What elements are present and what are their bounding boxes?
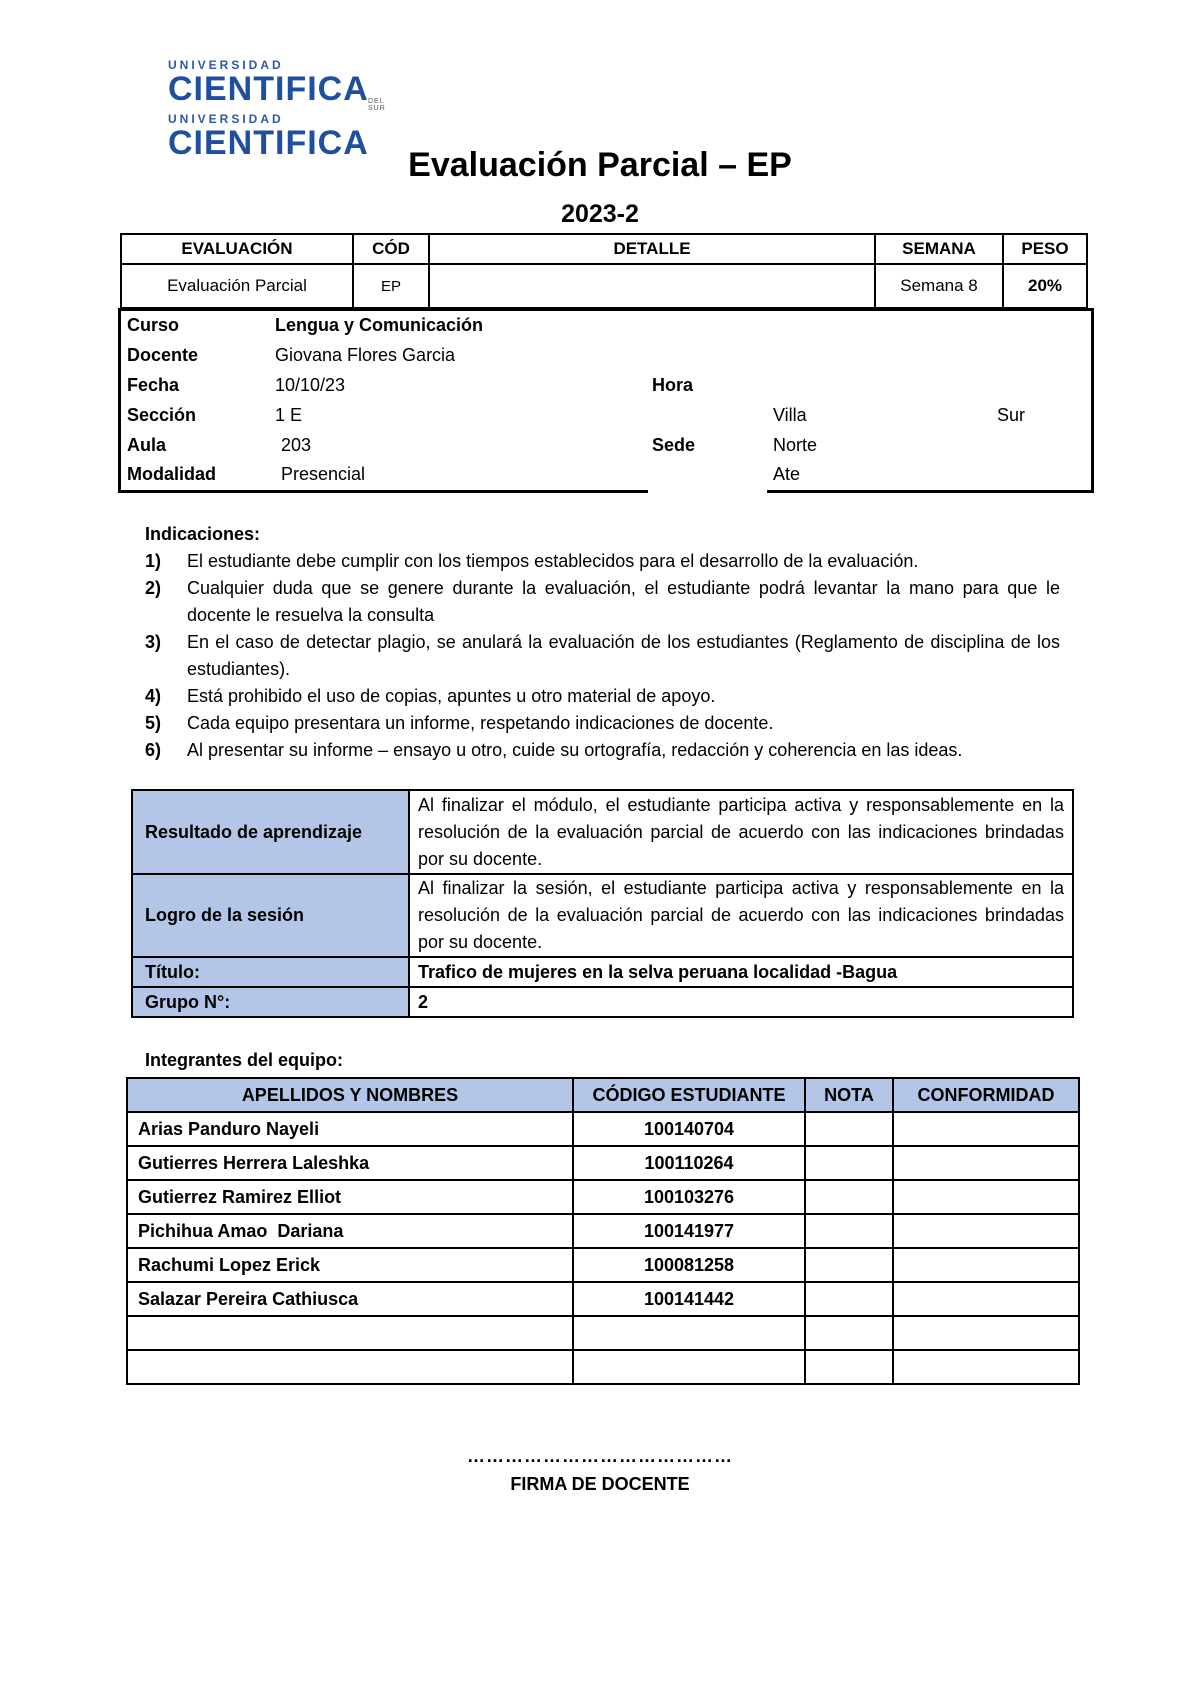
item-number: 2): [145, 578, 162, 598]
empty-cell: [573, 1350, 805, 1384]
student-code: 100103276: [573, 1180, 805, 1214]
divider: [118, 490, 648, 493]
student-code: 100140704: [573, 1112, 805, 1146]
conformidad-cell: [893, 1214, 1079, 1248]
values-row: [121, 264, 1087, 308]
table-row: [127, 1248, 1079, 1282]
val-semana: Semana 8: [875, 264, 1003, 308]
grupo-label: Grupo N°:: [132, 987, 409, 1017]
item-number: 3): [145, 632, 162, 652]
nota-cell: [805, 1146, 893, 1180]
col-evaluacion: EVALUACIÓN: [121, 234, 353, 264]
sede-label: Sede: [652, 435, 696, 455]
table-row: [127, 1112, 1079, 1146]
team-title: Integrantes del equipo:: [145, 1050, 344, 1070]
student-code: 100141442: [573, 1282, 805, 1316]
col-peso: PESO: [1003, 234, 1087, 264]
header-row: [121, 234, 1087, 264]
item-number: 5): [145, 713, 162, 733]
val-detalle: [429, 264, 875, 308]
item-text: Cualquier duda que se genere durante la evaluación, el estudiante podrá levantar la mano para que le docente le resuelva la consulta: [187, 578, 1060, 625]
period: 2023-2: [561, 200, 639, 228]
list-item: [145, 710, 1060, 737]
list-item: [145, 575, 1060, 629]
fecha-value: 10/10/23: [275, 375, 346, 395]
page-title: Evaluación Parcial – EP: [408, 146, 792, 184]
student-name: Gutierrez Ramirez Elliot: [127, 1180, 573, 1214]
nota-cell: [805, 1112, 893, 1146]
col-semana: SEMANA: [875, 234, 1003, 264]
conformidad-cell: [893, 1112, 1079, 1146]
student-name: Salazar Pereira Cathiusca: [127, 1282, 573, 1316]
empty-cell: [805, 1316, 893, 1350]
sede-part-1: Villa: [773, 405, 807, 425]
student-code: 100110264: [573, 1146, 805, 1180]
hora-label: Hora: [652, 375, 694, 395]
student-name: Rachumi Lopez Erick: [127, 1248, 573, 1282]
conformidad-cell: [893, 1248, 1079, 1282]
table-row: [127, 1350, 1079, 1384]
empty-cell: [127, 1350, 573, 1384]
empty-cell: [893, 1350, 1079, 1384]
val-cod: EP: [353, 264, 429, 308]
modalidad-value: Presencial: [281, 464, 366, 484]
table-row: [132, 874, 1073, 957]
list-item: [145, 683, 1060, 710]
table-row: [132, 957, 1073, 987]
docente-label: Docente: [127, 345, 199, 365]
item-number: 4): [145, 686, 162, 706]
student-name: Gutierres Herrera Laleshka: [127, 1146, 573, 1180]
item-text: Al presentar su informe – ensayo u otro, cuide su ortografía, redacción y coherencia en las ideas.: [187, 740, 963, 760]
titulo-value: Trafico de mujeres en la selva peruana localidad -Bagua: [409, 957, 1073, 987]
student-name: Pichihua Amao Dariana: [127, 1214, 573, 1248]
table-row: [127, 1282, 1079, 1316]
item-number: 1): [145, 551, 162, 571]
item-text: El estudiante debe cumplir con los tiempos establecidos para el desarrollo de la evaluación.: [187, 551, 919, 571]
student-name: Arias Panduro Nayeli: [127, 1112, 573, 1146]
logro-label: Logro de la sesión: [132, 874, 409, 957]
empty-cell: [893, 1316, 1079, 1350]
seccion-label: Sección: [127, 405, 197, 425]
learning-table: [131, 789, 1074, 1018]
logo-sub-text: DEL SUR: [368, 98, 386, 112]
nota-cell: [805, 1248, 893, 1282]
nota-cell: [805, 1214, 893, 1248]
course-info-box: [118, 308, 1094, 493]
nota-cell: [805, 1282, 893, 1316]
student-code: 100141977: [573, 1214, 805, 1248]
aula-label: Aula: [127, 435, 167, 455]
modalidad-label: Modalidad: [127, 464, 216, 484]
resultado-label: Resultado de aprendizaje: [132, 790, 409, 874]
col-nota: NOTA: [805, 1078, 893, 1112]
seccion-value: 1 E: [275, 405, 303, 425]
signature-line: ……………………………………: [467, 1446, 733, 1466]
empty-cell: [127, 1316, 573, 1350]
list-item: [145, 629, 1060, 683]
col-detalle: DETALLE: [429, 234, 875, 264]
curso-label: Curso: [127, 315, 180, 335]
titulo-label: Título:: [132, 957, 409, 987]
table-row: [132, 790, 1073, 874]
sede-part-3: Norte: [773, 435, 818, 455]
logro-value: Al finalizar la sesión, el estudiante participa activa y responsablemente en la resolución de la evaluación parcial de acuerdo con las indicaciones brindadas por su docente.: [409, 874, 1073, 957]
list-item: [145, 737, 1060, 764]
divider: [767, 490, 1091, 493]
logo-top-text: UNIVERSIDAD: [168, 58, 284, 72]
conformidad-cell: [893, 1146, 1079, 1180]
col-cod: CÓD: [353, 234, 429, 264]
val-peso: 20%: [1003, 264, 1087, 308]
team-header-row: [127, 1078, 1079, 1112]
table-row: [132, 987, 1073, 1017]
aula-value: 203: [281, 435, 312, 455]
signature-label: FIRMA DE DOCENTE: [510, 1474, 690, 1494]
grupo-value: 2: [409, 987, 1073, 1017]
logo-main-text: CIENTIFICA: [168, 70, 369, 108]
table-row: [127, 1180, 1079, 1214]
indications-title: Indicaciones:: [145, 524, 261, 544]
col-codigo: CÓDIGO ESTUDIANTE: [573, 1078, 805, 1112]
col-conformidad: CONFORMIDAD: [893, 1078, 1079, 1112]
logo-top-text: UNIVERSIDAD: [168, 112, 284, 126]
sede-part-4: Ate: [773, 464, 801, 484]
logo-main-text: CIENTIFICA: [168, 124, 369, 162]
item-text: Está prohibido el uso de copias, apuntes u otro material de apoyo.: [187, 686, 716, 706]
team-table: [126, 1077, 1080, 1385]
conformidad-cell: [893, 1180, 1079, 1214]
conformidad-cell: [893, 1282, 1079, 1316]
evaluation-header-table: [120, 233, 1088, 309]
table-row: [127, 1146, 1079, 1180]
item-number: 6): [145, 740, 162, 760]
curso-value: Lengua y Comunicación: [275, 315, 484, 335]
docente-value: Giovana Flores Garcia: [275, 345, 456, 365]
university-logo: [168, 58, 386, 112]
table-row: [127, 1316, 1079, 1350]
indications-list: [145, 548, 1060, 764]
col-nombres: APELLIDOS Y NOMBRES: [127, 1078, 573, 1112]
resultado-value: Al finalizar el módulo, el estudiante participa activa y responsablemente en la resolución de la evaluación parcial de acuerdo con las indicaciones brindadas por su docente.: [409, 790, 1073, 874]
empty-cell: [805, 1350, 893, 1384]
university-logo-duplicate: [168, 112, 369, 162]
student-code: 100081258: [573, 1248, 805, 1282]
sede-part-2: Sur: [997, 405, 1026, 425]
item-text: En el caso de detectar plagio, se anulará la evaluación de los estudiantes (Reglamento de disciplina de los estudiantes).: [187, 632, 1060, 679]
list-item: [145, 548, 1060, 575]
val-evaluacion: Evaluación Parcial: [121, 264, 353, 308]
item-text: Cada equipo presentara un informe, respetando indicaciones de docente.: [187, 713, 774, 733]
nota-cell: [805, 1180, 893, 1214]
fecha-label: Fecha: [127, 375, 180, 395]
empty-cell: [573, 1316, 805, 1350]
table-row: [127, 1214, 1079, 1248]
